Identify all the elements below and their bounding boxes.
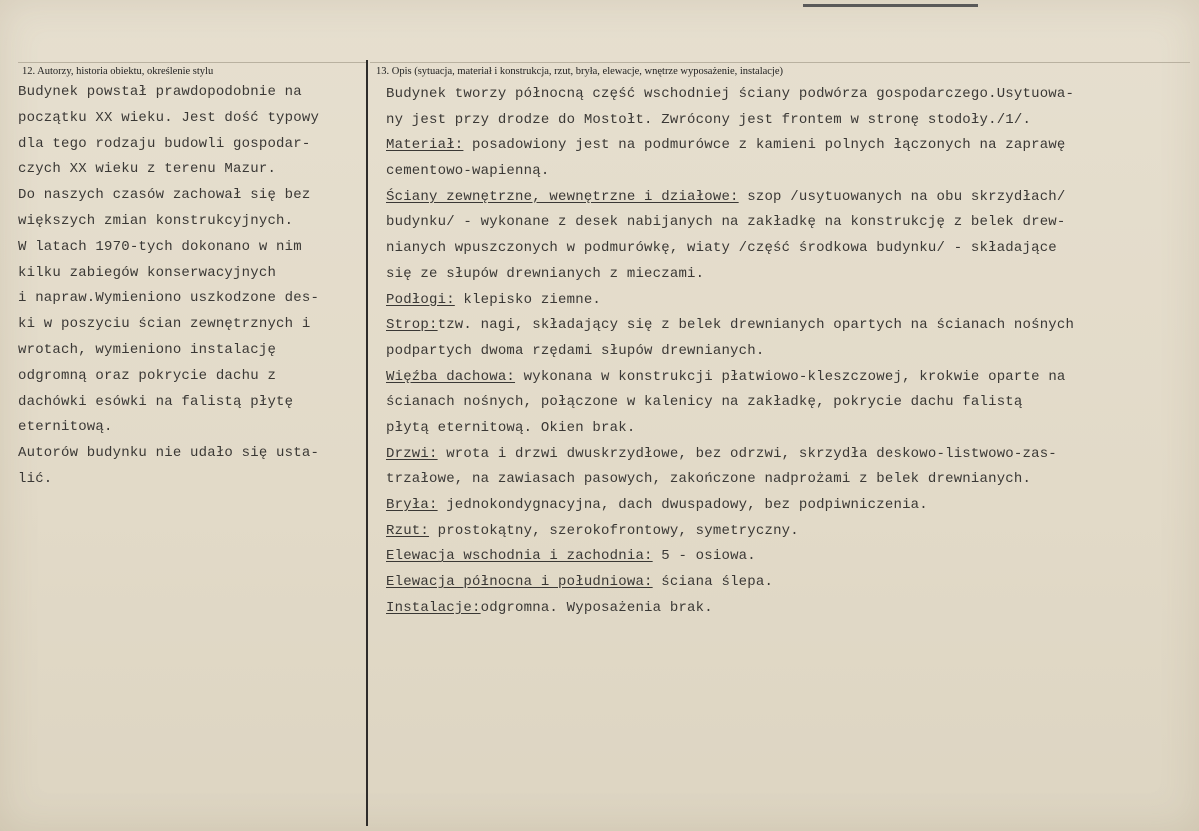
field-label: Elewacja wschodnia i zachodnia: bbox=[386, 548, 653, 565]
field-text: płytą eternitową. Okien brak. bbox=[386, 419, 636, 436]
field-text: nianych wpuszczonych w podmurówkę, wiaty /część środkowa budynku/ - składające bbox=[386, 240, 1057, 257]
section-12-text bbox=[18, 80, 363, 493]
right-header-rule bbox=[370, 62, 1190, 63]
section-13-line bbox=[386, 493, 1192, 519]
field-text: 5 - osiowa. bbox=[652, 548, 756, 565]
field-label: Elewacja północna i południowa: bbox=[386, 574, 653, 591]
section-12-line: czych XX wieku z terenu Mazur. bbox=[18, 161, 277, 178]
section-13-line bbox=[386, 313, 1192, 339]
field-label: Podłogi: bbox=[386, 291, 455, 308]
section-12-line: Autorów budynku nie udało się usta- bbox=[18, 445, 320, 462]
field-text: szop /usytuowanych na obu skrzydłach/ bbox=[738, 188, 1066, 205]
section-12-line: wrotach, wymieniono instalację bbox=[18, 341, 277, 358]
section-13-line bbox=[386, 519, 1192, 545]
section-13-line bbox=[386, 570, 1192, 596]
section-13-heading: 13. Opis (sytuacja, materiał i konstrukcja, rzut, bryła, elewacje, wnętrze wyposażenie, instalacje) bbox=[376, 66, 784, 77]
field-text: posadowiony jest na podmurówce z kamieni polnych łączonych na zaprawę bbox=[463, 137, 1066, 154]
field-label: Instalacje: bbox=[386, 599, 481, 616]
column-divider bbox=[366, 60, 368, 826]
field-text: jednokondygnacyjna, dach dwuspadowy, bez podpiwniczenia. bbox=[437, 497, 928, 513]
field-text: się ze słupów drewnianych z mieczami. bbox=[386, 265, 705, 282]
left-header-rule bbox=[18, 62, 366, 63]
field-label: Rzut: bbox=[386, 522, 430, 539]
field-text: tzw. nagi, składający się z belek drewnianych opartych na ścianach nośnych bbox=[437, 317, 1075, 334]
section-12-heading: 12. Autorzy, historia obiektu, określenie stylu bbox=[22, 66, 214, 77]
section-13-line bbox=[386, 467, 1192, 493]
section-13-line bbox=[386, 82, 1192, 108]
field-label: Materiał: bbox=[386, 137, 464, 154]
section-12-line: większych zmian konstrukcyjnych. bbox=[18, 212, 294, 229]
field-text: podpartych dwoma rzędami słupów drewnianych. bbox=[386, 342, 765, 359]
section-12-line: eternitową. bbox=[18, 419, 113, 436]
section-13-line bbox=[386, 108, 1192, 134]
section-12-line: Budynek powstał prawdopodobnie na bbox=[18, 84, 302, 100]
section-13-line bbox=[386, 390, 1192, 416]
section-13-line bbox=[386, 544, 1192, 570]
section-12-line: lić. bbox=[18, 470, 53, 487]
field-text: wykonana w konstrukcji płatwiowo-kleszczowej, krokwie oparte na bbox=[515, 368, 1066, 385]
section-13-line bbox=[386, 596, 1192, 622]
field-text: wrota i drzwi dwuskrzydłowe, bez odrzwi, skrzydła deskowo-listwowo-zas- bbox=[437, 445, 1057, 462]
section-13-line bbox=[386, 236, 1192, 262]
section-13-line bbox=[386, 133, 1192, 159]
field-text: prostokątny, szerokofrontowy, symetryczny. bbox=[429, 522, 799, 539]
field-text: Budynek tworzy północną część wschodniej ściany podwórza gospodarczego.Usytuowa- bbox=[386, 86, 1075, 102]
field-label: Bryła: bbox=[386, 497, 438, 513]
field-text: trzałowe, na zawiasach pasowych, zakończone nadprożami z belek drewnianych. bbox=[386, 471, 1032, 488]
field-label: Ściany zewnętrzne, wewnętrzne i działowe: bbox=[386, 188, 739, 205]
section-13-line bbox=[386, 288, 1192, 314]
section-12-line: kilku zabiegów konserwacyjnych bbox=[18, 264, 277, 281]
field-text: ściana ślepa. bbox=[652, 574, 774, 591]
top-edge-mark bbox=[803, 4, 978, 7]
section-13-line bbox=[386, 262, 1192, 288]
section-13-line bbox=[386, 416, 1192, 442]
field-label: Drzwi: bbox=[386, 445, 438, 462]
section-13-line bbox=[386, 159, 1192, 185]
section-13-line bbox=[386, 339, 1192, 365]
field-text: ścianach nośnych, połączone w kalenicy na zakładkę, pokrycie dachu falistą bbox=[386, 394, 1023, 411]
section-12-line: ki w poszyciu ścian zewnętrznych i bbox=[18, 316, 311, 333]
field-text: ny jest przy drodze do Mostołt. Zwrócony jest frontem w stronę stodoły./1/. bbox=[386, 111, 1032, 128]
section-12-line: dachówki esówki na falistą płytę bbox=[18, 393, 294, 410]
field-text: odgromna. Wyposażenia brak. bbox=[480, 599, 713, 616]
field-text: klepisko ziemne. bbox=[454, 291, 602, 308]
field-label: Więźba dachowa: bbox=[386, 368, 516, 385]
field-label: Strop: bbox=[386, 317, 438, 334]
field-text: cementowo-wapienną. bbox=[386, 163, 550, 180]
section-12-line: dla tego rodzaju budowli gospodar- bbox=[18, 135, 311, 152]
section-12-line: odgromną oraz pokrycie dachu z bbox=[18, 367, 277, 384]
section-12-line: W latach 1970-tych dokonano w nim bbox=[18, 238, 302, 255]
section-13-line bbox=[386, 365, 1192, 391]
section-12-line: i napraw.Wymieniono uszkodzone des- bbox=[18, 290, 320, 307]
section-12-line: początku XX wieku. Jest dość typowy bbox=[18, 109, 320, 126]
section-13-line bbox=[386, 442, 1192, 468]
section-12-line: Do naszych czasów zachował się bez bbox=[18, 187, 311, 204]
section-13-line bbox=[386, 185, 1192, 211]
section-13-line bbox=[386, 210, 1192, 236]
field-text: budynku/ - wykonane z desek nabijanych na zakładkę na konstrukcję z belek drew- bbox=[386, 214, 1066, 231]
section-13-text bbox=[386, 82, 1192, 621]
